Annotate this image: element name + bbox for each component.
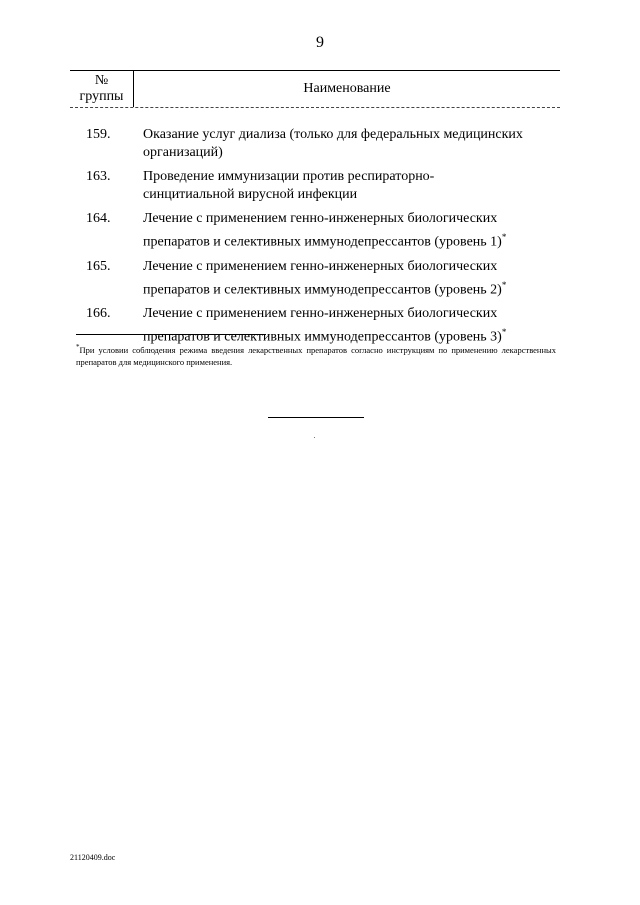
- table-header: [70, 70, 560, 108]
- group-number: 163.: [86, 169, 111, 184]
- table-body: [70, 126, 560, 353]
- column-header-group-number: [70, 71, 134, 107]
- end-of-document-rule: [268, 417, 364, 418]
- footnote-text: При условии соблюдения режима введения лекарственных препаратов согласно инструкциям по применению лекарственных препаратов для медицинского применения.: [76, 344, 556, 367]
- footnote-mark: *: [501, 232, 507, 242]
- group-number: 164.: [86, 211, 111, 226]
- group-number: 159.: [86, 127, 111, 142]
- table-row: [70, 258, 560, 300]
- group-name-line: Лечение с применением генно-инженерных биологических: [143, 211, 498, 226]
- table-row: [70, 210, 560, 252]
- group-name: [143, 210, 560, 252]
- group-name-line: препаратов и селективных иммунодепрессантов (уровень 2)*: [143, 279, 507, 298]
- footnote: [76, 341, 556, 368]
- table-row: [70, 126, 560, 162]
- group-name-line: Лечение с применением генно-инженерных биологических: [143, 306, 498, 322]
- group-number: 166.: [86, 306, 111, 322]
- page-number: 9: [316, 34, 324, 51]
- footnote-mark: *: [501, 327, 507, 338]
- group-name-line: организаций): [143, 145, 223, 160]
- scan-speck: [314, 437, 315, 438]
- group-name-line: Оказание услуг диализа (только для федеральных медицинских: [143, 127, 523, 142]
- footnote-mark: *: [76, 343, 80, 351]
- footnote-mark: *: [501, 279, 507, 290]
- group-name-line: Лечение с применением генно-инженерных биологических: [143, 258, 498, 274]
- group-number: 165.: [86, 258, 111, 274]
- group-name-line: Проведение иммунизации против респираторно-: [143, 169, 435, 184]
- footnote-separator: [76, 334, 266, 335]
- group-name-line: препаратов и селективных иммунодепрессантов (уровень 3)*: [143, 327, 507, 345]
- group-name-line: препаратов и селективных иммунодепрессантов (уровень 1)*: [143, 232, 507, 250]
- column-header-group-label: группы: [79, 89, 124, 104]
- column-header-name: Наименование: [303, 81, 391, 96]
- table-row: [70, 168, 560, 204]
- group-name: [143, 168, 560, 204]
- document-filename: 21120409.doc: [70, 853, 116, 862]
- group-name-line: синцитиальной вирусной инфекции: [143, 187, 358, 202]
- group-name: [143, 258, 560, 300]
- group-name: [143, 126, 560, 162]
- column-header-number-sign: №: [94, 73, 109, 88]
